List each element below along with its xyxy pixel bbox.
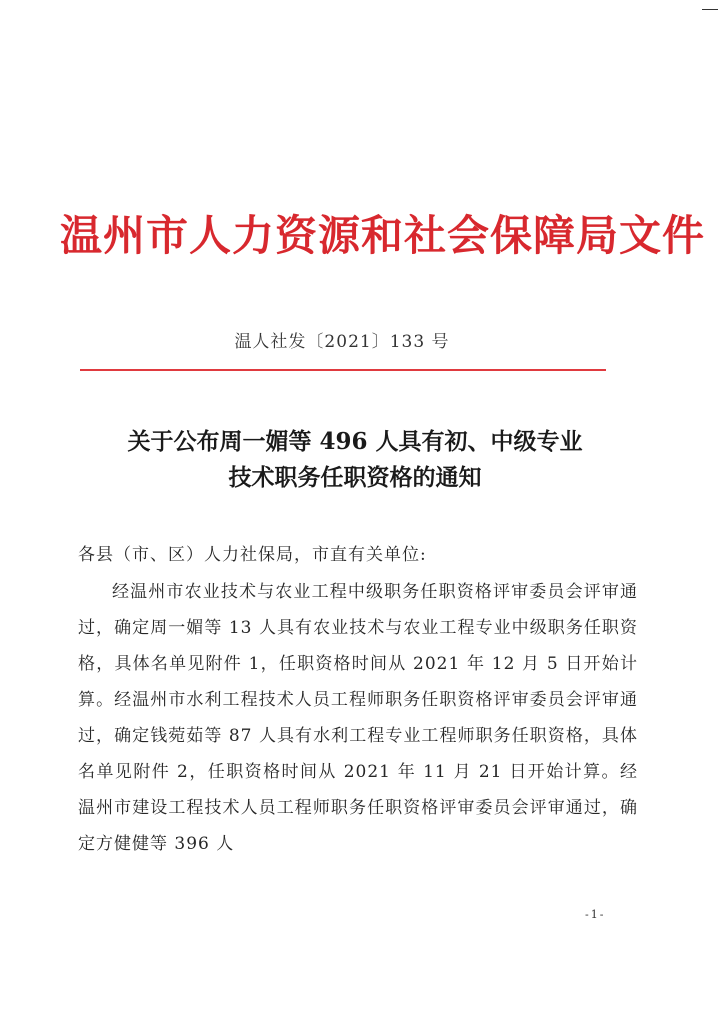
salutation: 各县（市、区）人力社保局，市直有关单位: <box>78 545 427 565</box>
body-paragraph: 经温州市农业技术与农业工程中级职务任职资格评审委员会评审通过，确定周一媚等 13 人具有农业技术与农业工程专业中级职务任职资格，具体名单见附件 1，任职资格时间从 2021 年 12 月 5 日开始计算。经温州市水利工程技术人员工程师职务任职资格评审委员会评审通过，确定钱菀茹等 87 人具有水利工程专业工程师职务任职资格，具体名单见附件 2，任职资格时间从 2021 年 11 月 21 日开始计算。经温州市建设工程技术人员工程师职务任职资格评审委员会评审通过，确定方健健等 396 人 <box>78 582 638 854</box>
notice-title <box>60 424 650 496</box>
corner-scan-mark <box>702 9 718 10</box>
notice-title-line-1: 关于公布周一媚等 496 人具有初、中级专业 <box>127 428 583 455</box>
red-separator-line <box>80 369 606 371</box>
notice-title-line-2: 技术职务任职资格的通知 <box>228 464 482 491</box>
issuing-authority-header: 温州市人力资源和社会保障局文件 <box>60 211 706 260</box>
document-number: 温人社发〔2021〕133 号 <box>234 332 450 352</box>
page-number: -1- <box>585 908 606 921</box>
